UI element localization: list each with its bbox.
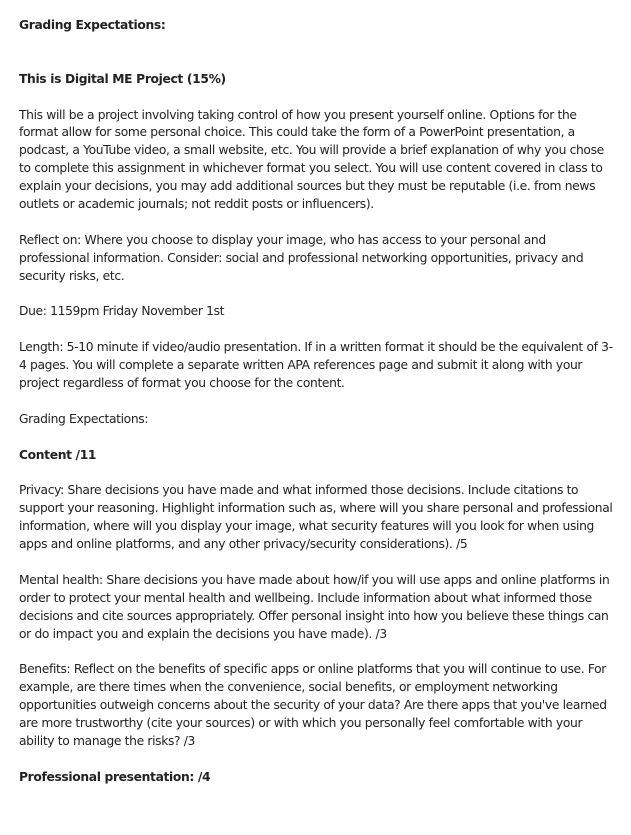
due-date: Due: 1159pm Friday November 1st [19, 304, 225, 319]
privacy-paragraph: Privacy: Share decisions you have made and what informed those decisions. Include citations to support your reasoning. Highlight information such as, where will you share personal and professional information, where will you display your image, what security features will you look for when using apps and online platforms, and any other privacy/security considerations). /5 [19, 483, 613, 552]
grading-label: Grading Expectations: [19, 411, 149, 426]
benefits-paragraph: Benefits: Reflect on the benefits of specific apps or online platforms that you will continue to use. For example, are there times when the convenience, social benefits, or employment networking opportunities outweigh concerns about the security of your data? Are there apps that you've learned are more trustworthy (cite your sources) or with which you personally feel comfortable with your ability to manage the risks? /3 [19, 662, 607, 749]
reflect-paragraph: Reflect on: Where you choose to display your image, who has access to your personal and professional information. Consider: social and professional networking opportunities, privacy and security risks, etc. [19, 232, 584, 283]
length-paragraph: Length: 5-10 minute if video/audio presentation. If in a written format it should be the equivalent of 3-4 pages. You will complete a separate written APA references page and submit it along with your project regardless of format you choose for the content. [19, 340, 613, 391]
mental-health-paragraph: Mental health: Share decisions you have made about how/if you will use apps and online platforms in order to protect your mental health and wellbeing. Include information about what informed those decisions and cite sources appropriately. Offer personal insight into how you believe these things can or do impact you and explain the decisions you have made). /3 [19, 572, 610, 641]
page-heading: Grading Expectations: [19, 18, 166, 32]
intro-paragraph: This will be a project involving taking control of how you present yourself online. Options for the format allow for some personal choice. This could take the form of a PowerPoint presentation, a podcast, a YouTube video, a small website, etc. You will provide a brief explanation of why you chose to complete this assignment in whichever format you select. You will use content covered in class to explain your decisions, you may add additional sources but they must be reputable (i.e. from news outlets or academic journals; not reddit posts or influencers). [19, 107, 604, 212]
project-title: This is Digital ME Project (15%) [19, 71, 226, 86]
content-heading: Content /11 [19, 447, 97, 462]
assignment-document [19, 17, 619, 805]
professional-presentation-heading: Professional presentation: /4 [19, 769, 211, 784]
